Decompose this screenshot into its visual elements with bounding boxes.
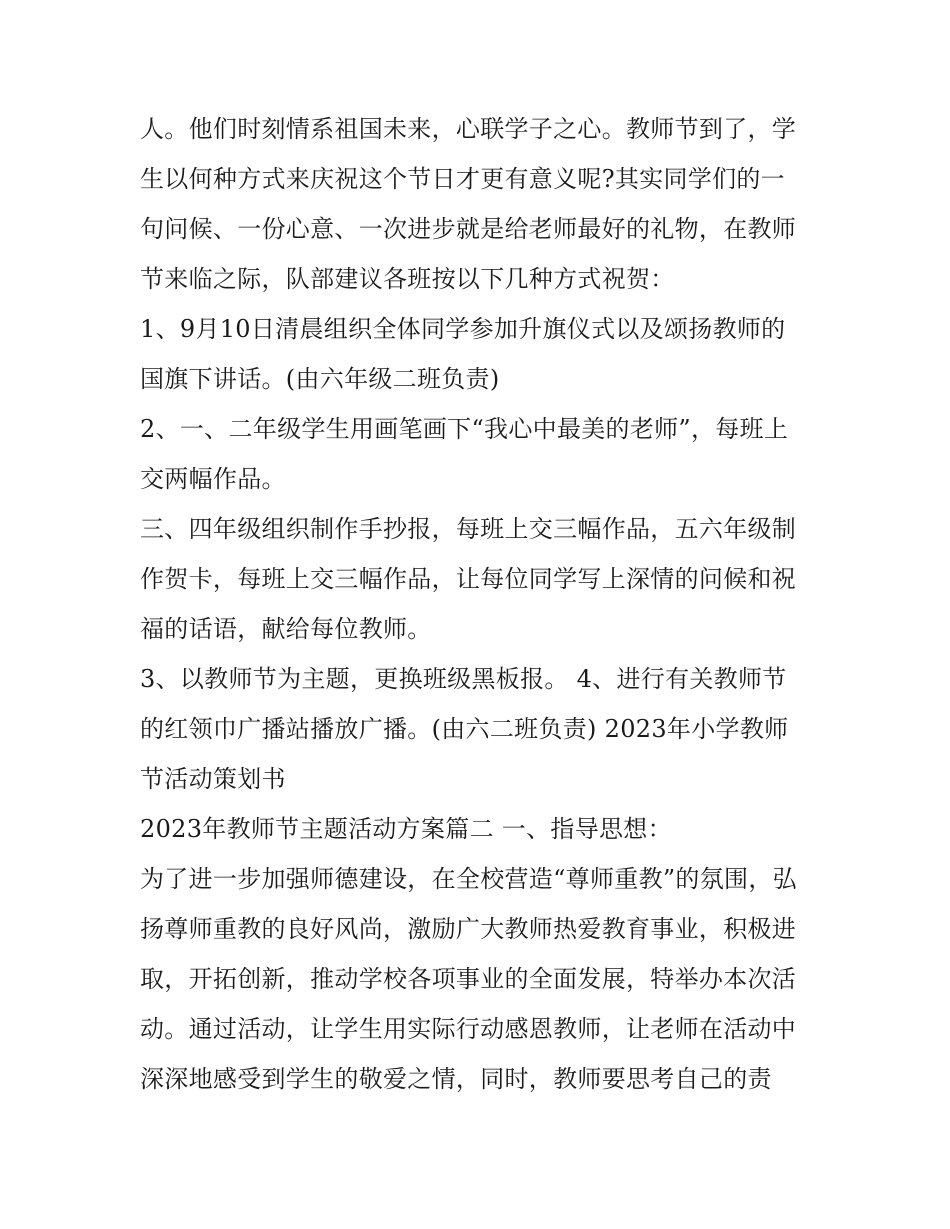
text-line: 动。通过活动，让学生用实际行动感恩教师，让老师在活动中 bbox=[140, 1015, 797, 1043]
text-line: 人。他们时刻情系祖国未来，心联学子之心。教师节到了，学 bbox=[140, 115, 797, 143]
document-body bbox=[140, 104, 812, 1104]
text-line: 交两幅作品。 bbox=[140, 465, 286, 493]
text-line: 深深地感受到学生的敬爱之情，同时，教师要思考自己的责 bbox=[140, 1065, 772, 1093]
text-line: 1、9月10日清晨组织全体同学参加升旗仪式以及颂扬教师的 bbox=[140, 315, 786, 343]
text-line: 的红领巾广播站播放广播。(由六二班负责) 2023年小学教师 bbox=[140, 715, 789, 743]
text-line: 为了进一步加强师德建设，在全校营造“尊师重教”的氛围，弘 bbox=[140, 865, 797, 893]
text-line: 取，开拓创新，推动学校各项事业的全面发展，特举办本次活 bbox=[140, 965, 797, 993]
text-line: 三、四年级组织制作手抄报，每班上交三幅作品，五六年级制 bbox=[140, 515, 797, 543]
text-line: 国旗下讲话。(由六年级二班负责) bbox=[140, 365, 500, 393]
text-line: 句问候、一份心意、一次进步就是给老师最好的礼物，在教师 bbox=[140, 215, 797, 243]
text-line: 2023年教师节主题活动方案篇二 一、指导思想： bbox=[140, 815, 672, 843]
text-line: 福的话语，献给每位教师。 bbox=[140, 615, 432, 643]
text-line: 扬尊师重教的良好风尚，激励广大教师热爱教育事业，积极进 bbox=[140, 915, 797, 943]
text-line: 节活动策划书 bbox=[140, 765, 286, 793]
text-line: 2、一、二年级学生用画笔画下“我心中最美的老师”，每班上 bbox=[140, 415, 789, 443]
text-line: 节来临之际，队部建议各班按以下几种方式祝贺： bbox=[140, 265, 675, 293]
text-line: 作贺卡，每班上交三幅作品，让每位同学写上深情的问候和祝 bbox=[140, 565, 797, 593]
text-line: 3、以教师节为主题，更换班级黑板报。 4、进行有关教师节 bbox=[140, 665, 787, 693]
text-line: 生以何种方式来庆祝这个节日才更有意义呢?其实同学们的一 bbox=[140, 165, 785, 193]
